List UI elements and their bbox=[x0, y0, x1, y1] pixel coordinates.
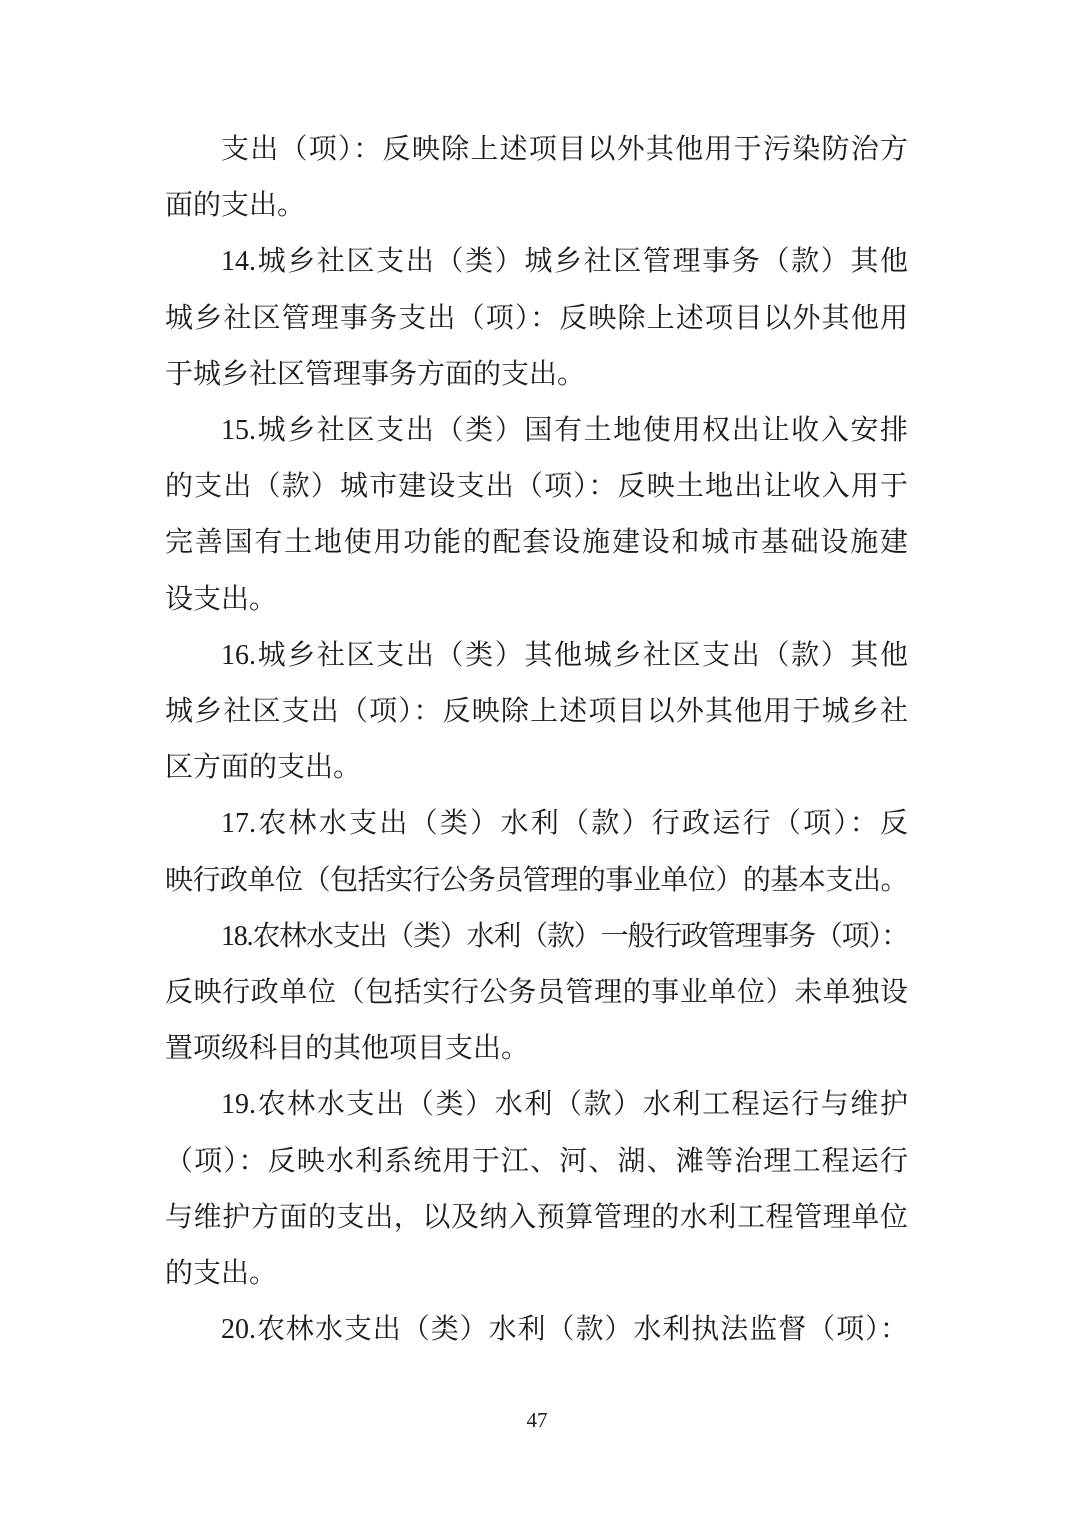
text-line: 的支出（款）城市建设支出（项）：反映土地出让收入用于 bbox=[165, 471, 908, 503]
text-line: 20.农林水支出（类）水利（款）水利执法监督（项）： bbox=[221, 1314, 908, 1346]
paragraph bbox=[165, 796, 908, 908]
page-number: 47 bbox=[526, 1408, 548, 1432]
paragraph bbox=[165, 1077, 908, 1302]
text-line: （项）：反映水利系统用于江、河、湖、滩等治理工程运行 bbox=[165, 1145, 908, 1177]
text-line: 15.城乡社区支出（类）国有土地使用权出让收入安排 bbox=[221, 415, 908, 447]
paragraph bbox=[165, 909, 908, 1078]
text-line: 于城乡社区管理事务方面的支出。 bbox=[165, 358, 586, 390]
text-line: 完善国有土地使用功能的配套设施建设和城市基础设施建 bbox=[165, 527, 908, 559]
text-line: 的支出。 bbox=[165, 1258, 278, 1290]
text-line: 映行政单位（包括实行公务员管理的事业单位）的基本支出。 bbox=[165, 864, 909, 896]
text-block bbox=[165, 122, 908, 1358]
paragraph bbox=[165, 122, 908, 234]
text-line: 区方面的支出。 bbox=[165, 752, 362, 784]
text-line: 14.城乡社区支出（类）城乡社区管理事务（款）其他 bbox=[221, 246, 908, 278]
text-line: 反映行政单位（包括实行公务员管理的事业单位）未单独设 bbox=[165, 977, 908, 1009]
text-line: 支出（项）：反映除上述项目以外其他用于污染防治方 bbox=[221, 134, 908, 165]
text-line: 面的支出。 bbox=[165, 190, 306, 222]
text-line: 设支出。 bbox=[165, 583, 278, 615]
text-line: 19.农林水支出（类）水利（款）水利工程运行与维护 bbox=[221, 1089, 908, 1121]
paragraph bbox=[165, 628, 908, 797]
paragraph bbox=[165, 1302, 908, 1358]
text-line: 16.城乡社区支出（类）其他城乡社区支出（款）其他 bbox=[221, 639, 908, 671]
text-line: 置项级科目的其他项目支出。 bbox=[165, 1033, 530, 1065]
text-line: 城乡社区支出（项）：反映除上述项目以外其他用于城乡社 bbox=[165, 696, 908, 728]
paragraph bbox=[165, 234, 908, 403]
text-line: 17.农林水支出（类）水利（款）行政运行（项）：反 bbox=[221, 808, 908, 840]
paragraph bbox=[165, 403, 908, 628]
text-line: 18.农林水支出（类）水利（款）一般行政管理事务（项）： bbox=[221, 920, 909, 952]
text-line: 城乡社区管理事务支出（项）：反映除上述项目以外其他用 bbox=[165, 302, 908, 334]
text-line: 与维护方面的支出，以及纳入预算管理的水利工程管理单位 bbox=[165, 1201, 908, 1233]
